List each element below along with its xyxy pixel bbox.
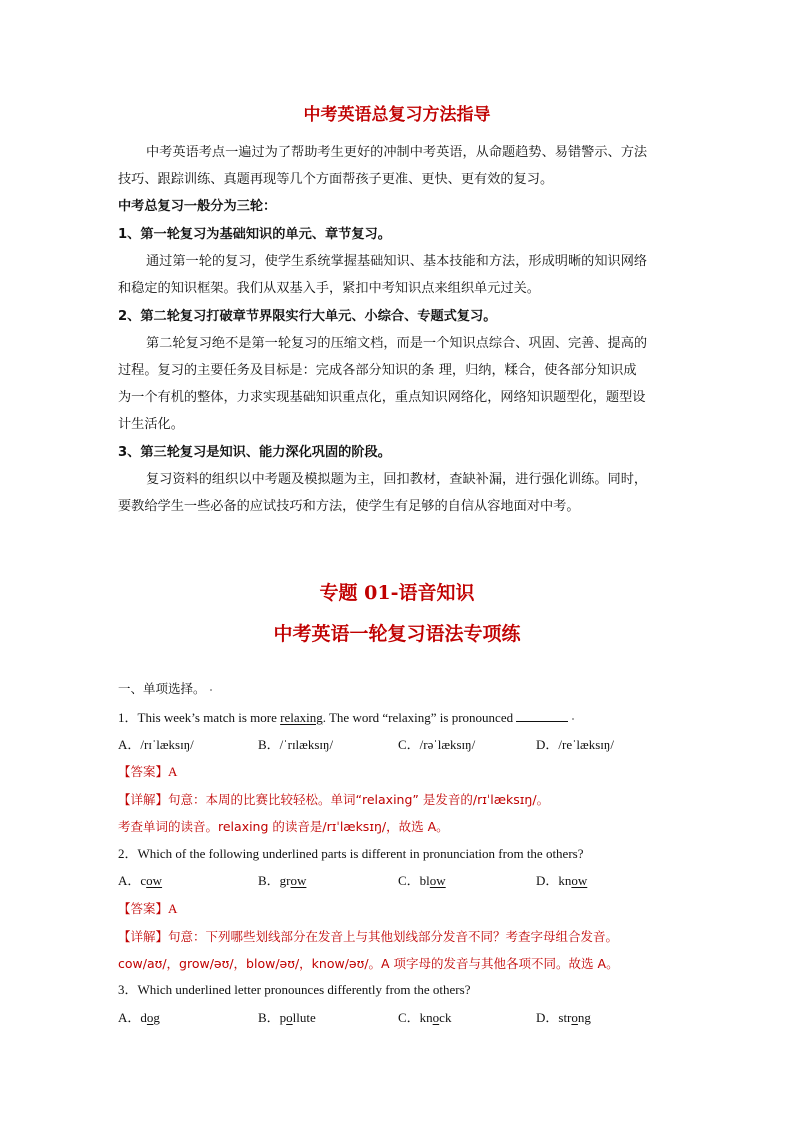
question-3-option-a: A．dog bbox=[118, 1010, 160, 1025]
question-2-option-c: C．blow bbox=[398, 873, 446, 888]
question-1-option-c: C．/rəˈlæksɪŋ/ bbox=[398, 737, 476, 752]
question-2-detail-line-2: cow/aʊ/，grow/əʊ/，blow/əʊ/，know/əʊ/。A 项字母的发音与其他各项不同。故选 A。 bbox=[118, 956, 619, 971]
question-2-option-d: D．know bbox=[536, 873, 588, 888]
detail-tag: 【详解】 bbox=[118, 792, 169, 807]
round1-body-line-2: 和稳定的知识框架。我们从双基入手，紧扣中考知识点来组织单元过关。 bbox=[118, 281, 540, 296]
round3-heading: 3、第三轮复习是知识、能力深化巩固的阶段。 bbox=[118, 445, 391, 460]
question-1-stem-b: . The word “relaxing” is pronounced bbox=[322, 710, 517, 725]
rounds-heading: 中考总复习一般分为三轮： bbox=[118, 199, 277, 214]
round3-body-line-2: 要教给学生一些必备的应试技巧和方法，使学生有足够的自信从容地面对中考。 bbox=[118, 499, 580, 514]
question-1-options bbox=[118, 735, 708, 755]
question-2-detail-text-1: 句意：下列哪些划线部分在发音上与其他划线部分发音不同？考查字母组合发音。 bbox=[168, 929, 619, 944]
question-1-option-d: D．/reˈlæksɪŋ/ bbox=[536, 737, 614, 752]
guide-intro-line-2: 技巧、跟踪训练、真题再现等几个方面帮孩子更准、更快、更有效的复习。 bbox=[118, 172, 554, 187]
answer-blank bbox=[516, 707, 568, 722]
detail-tag: 【详解】 bbox=[118, 929, 169, 944]
guide-title: 中考英语总复习方法指导 bbox=[303, 105, 491, 125]
question-1-answer bbox=[118, 762, 708, 782]
question-1-stem bbox=[118, 707, 708, 727]
question-3-option-c: C．knock bbox=[398, 1010, 452, 1025]
question-3-stem-text: Which underlined letter pronounces differently from the others? bbox=[137, 982, 471, 997]
question-1-option-a: A．/rɪˈlæksɪŋ/ bbox=[118, 737, 194, 752]
round1-body-line-1: 通过第一轮的复习，使学生系统掌握基础知识、基本技能和方法，形成明晰的知识网络 bbox=[146, 254, 648, 269]
section-heading bbox=[118, 679, 708, 699]
section-heading-text: 一、单项选择。 bbox=[118, 681, 206, 696]
question-3-stem bbox=[118, 980, 708, 1000]
question-3-number: 3． bbox=[118, 982, 138, 997]
question-3-options bbox=[118, 1008, 708, 1028]
question-3-option-d: D．strong bbox=[536, 1010, 591, 1025]
question-2-option-b: B．grow bbox=[258, 873, 307, 888]
round2-body-line-4: 计生活化。 bbox=[118, 417, 184, 432]
question-2-detail-line-1 bbox=[118, 927, 708, 947]
round2-body-line-1: 第二轮复习绝不是第一轮复习的压缩文档，而是一个知识点综合、巩固、完善、提高的 bbox=[146, 336, 648, 351]
answer-tag: 【答案】 bbox=[118, 764, 169, 779]
guide-intro-line-1: 中考英语考点一遍过为了帮助考生更好的冲制中考英语，从命题趋势、易错警示、方法 bbox=[146, 145, 648, 160]
question-2-answer bbox=[118, 899, 708, 919]
topic-title: 专题 01-语音知识 bbox=[319, 582, 475, 604]
question-1-detail-line-2: 考查单词的读音。relaxing 的读音是/rɪˈlæksɪŋ/，故选 A。 bbox=[118, 819, 449, 834]
round2-body-line-3: 为一个有机的整体，力求实现基础知识重点化，重点知识网络化，网络知识题型化，题型设 bbox=[118, 390, 646, 405]
round2-body-line-2: 过程。复习的主要任务及目标是：完成各部分知识的条 理，归纳，糅合，使各部分知识成 bbox=[118, 363, 637, 378]
paragraph-mark bbox=[210, 689, 212, 691]
question-2-number: 2． bbox=[118, 846, 138, 861]
question-1-detail-line-1 bbox=[118, 790, 708, 810]
question-1-option-b: B．/ˈrɪlæksɪŋ/ bbox=[258, 737, 334, 752]
question-1-underlined-word: relaxing bbox=[280, 710, 323, 725]
question-2-option-a: A．cow bbox=[118, 873, 163, 888]
topic-subtitle: 中考英语一轮复习语法专项练 bbox=[273, 623, 521, 645]
answer-tag: 【答案】 bbox=[118, 901, 169, 916]
round2-heading: 2、第二轮复习打破章节界限实行大单元、小综合、专题式复习。 bbox=[118, 309, 497, 324]
question-1-stem-a: This week’s match is more bbox=[137, 710, 281, 725]
question-1-answer-value: A bbox=[168, 764, 178, 779]
round1-heading: 1、第一轮复习为基础知识的单元、章节复习。 bbox=[118, 227, 391, 242]
question-2-answer-value: A bbox=[168, 901, 178, 916]
question-2-stem bbox=[118, 844, 708, 864]
question-3-option-b: B．pollute bbox=[258, 1010, 316, 1025]
question-2-options bbox=[118, 871, 708, 891]
paragraph-mark bbox=[572, 718, 574, 720]
question-2-stem-text: Which of the following underlined parts is different in pronunciation from the others? bbox=[137, 846, 584, 861]
question-1-number: 1． bbox=[118, 710, 138, 725]
round3-body-line-1: 复习资料的组织以中考题及模拟题为主，回扣教材，查缺补漏，进行强化训练。同时， bbox=[146, 472, 648, 487]
question-1-detail-text-1: 句意：本周的比赛比较轻松。单词“relaxing” 是发音的/rɪˈlæksɪŋ/。 bbox=[168, 792, 550, 807]
